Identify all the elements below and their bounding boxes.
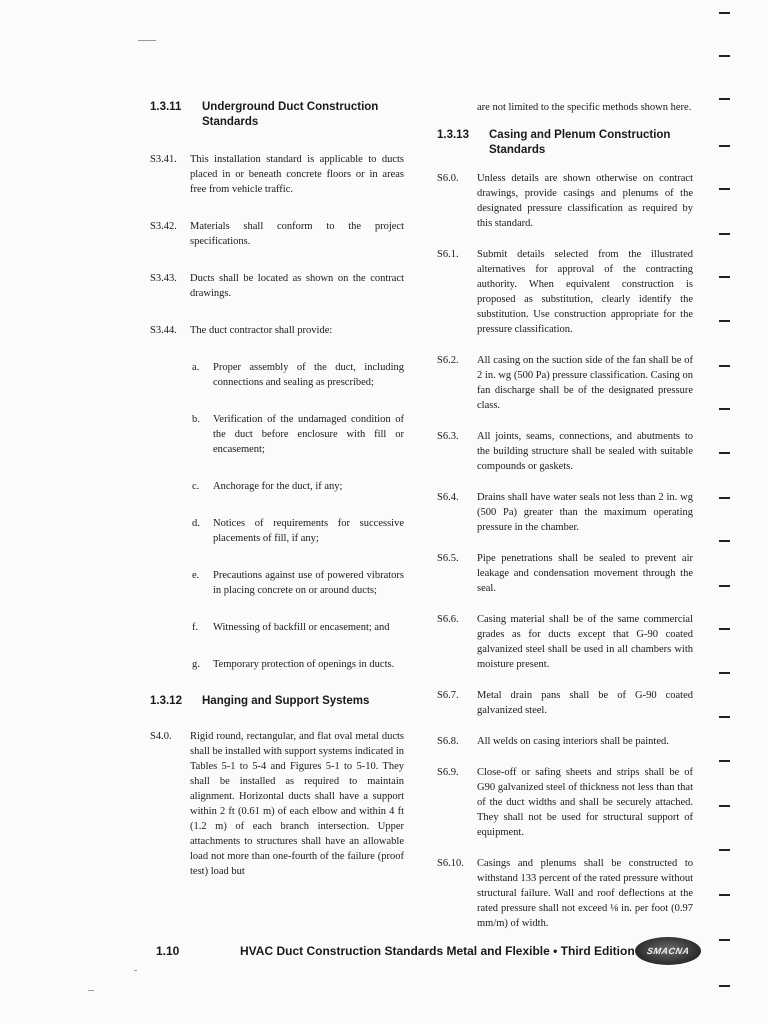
paragraph-text: Close-off or safing sheets and strips shall be of G90 galvanized steel of thickness not less than that of the duct widths and shall be securely attached. They shall not be used for structural support of equipment.: [477, 767, 693, 838]
section-title: Underground Duct Construction Standards: [202, 101, 379, 128]
list-item-text: Notices of requirements for successive placements of fill, if any;: [213, 518, 404, 544]
paragraph-number: S6.9.: [437, 767, 459, 778]
paragraph-text: Pipe penetrations shall be sealed to prevent air leakage and condensation movement through the seal.: [477, 553, 693, 594]
margin-mark: [719, 894, 730, 896]
paragraph-text: Metal drain pans shall be of G-90 coated galvanized steel.: [477, 690, 693, 716]
paragraph-number: S3.42.: [150, 221, 177, 232]
list-item-label: g.: [192, 659, 200, 670]
list-item-label: c.: [192, 481, 200, 492]
paragraph-text: The duct contractor shall provide:: [190, 325, 333, 336]
paragraph-s3-43: [150, 271, 404, 301]
scan-speck: [138, 40, 156, 41]
margin-mark: [719, 628, 730, 630]
list-item-text: Proper assembly of the duct, including connections and sealing as prescribed;: [213, 362, 404, 388]
right-column: [437, 100, 693, 931]
margin-mark: [719, 585, 730, 587]
continued-text: are not limited to the specific methods shown here.: [477, 102, 692, 113]
list-item-label: e.: [192, 570, 200, 581]
paragraph-number: S6.3.: [437, 431, 459, 442]
footer-title: HVAC Duct Construction Standards Metal and Flexible • Third Edition: [240, 944, 635, 958]
paragraph-s6-9: [437, 765, 693, 840]
left-column: [150, 100, 404, 879]
paragraph-number: S6.5.: [437, 553, 459, 564]
paragraph-number: S6.7.: [437, 690, 459, 701]
paragraph-text: Casing material shall be of the same commercial grades as for ducts except that G-90 coated galvanized steel shall be used in all chambers with moisture present.: [477, 614, 693, 670]
margin-mark: [719, 145, 730, 147]
list-item: [192, 516, 404, 546]
smacna-logo: [635, 937, 701, 965]
list-item: [192, 657, 404, 672]
list-item: [192, 479, 404, 494]
paragraph-text: Rigid round, rectangular, and flat oval metal ducts shall be installed with support systems indicated in Tables 5-1 to 5-4 and Figures 5-1 to 5-10. They shall be installed as required to maintain alignment. Horizontal ducts shall have a support within 2 ft (0.61 m) of each elbow and within 4 ft (1.2 m) of each branch intersection. Upper attachments to structures shall have an allowable load not more than one-fourth of the failure (proof test) load but: [190, 731, 404, 877]
paragraph-s3-41: [150, 152, 404, 197]
paragraph-text: Unless details are shown otherwise on contract drawings, provide casings and plenums of the designated pressure classification as required by this standard.: [477, 173, 693, 229]
paragraph-number: S3.43.: [150, 273, 177, 284]
paragraph-s6-5: [437, 551, 693, 596]
paragraph-text: Casings and plenums shall be constructed to withstand 133 percent of the rated pressure without structural failure. Wall and roof deflections at the rated pressure shall not exceed ⅛ in. per foot (0.97 mm/m) of width.: [477, 858, 693, 929]
page-footer: [156, 936, 701, 966]
list-item: [192, 412, 404, 457]
list-item-label: a.: [192, 362, 200, 373]
paragraph-s3-42: [150, 219, 404, 249]
section-heading-1-3-11: [150, 100, 404, 130]
list-item-label: d.: [192, 518, 200, 529]
paragraph-text: All joints, seams, connections, and abutments to the building structure shall be sealed with suitable compounds or gaskets.: [477, 431, 693, 472]
section-number: 1.3.13: [437, 129, 469, 141]
paragraph-text: Ducts shall be located as shown on the contract drawings.: [190, 273, 404, 299]
section-number: 1.3.12: [150, 695, 182, 707]
section-heading-1-3-12: [150, 694, 404, 709]
margin-mark: [719, 672, 730, 674]
paragraph-number: S6.1.: [437, 249, 459, 260]
list-item-text: Witnessing of backfill or encasement; and: [213, 622, 390, 633]
paragraph-s6-6: [437, 612, 693, 672]
paragraph-number: S3.41.: [150, 154, 177, 165]
margin-mark: [719, 497, 730, 499]
list-item: [192, 360, 404, 390]
paragraph-s6-3: [437, 429, 693, 474]
section-title: Casing and Plenum Construction Standards: [489, 129, 671, 156]
paragraph-number: S6.6.: [437, 614, 459, 625]
page-number: 1.10: [156, 944, 180, 958]
list-item-text: Precautions against use of powered vibrators in placing concrete on or around ducts;: [213, 570, 404, 596]
paragraph-number: S6.0.: [437, 173, 459, 184]
section-number: 1.3.11: [150, 101, 182, 113]
paragraph-number: S6.10.: [437, 858, 464, 869]
paragraph-s6-10: [437, 856, 693, 931]
margin-mark: [719, 365, 730, 367]
margin-mark: [719, 760, 730, 762]
paragraph-text: This installation standard is applicable to ducts placed in or beneath concrete floors or in areas free from vehicle traffic.: [190, 154, 404, 195]
list-item-text: Temporary protection of openings in ducts.: [213, 659, 395, 670]
paragraph-s3-44: [150, 323, 404, 338]
paragraph-s6-4: [437, 490, 693, 535]
margin-mark: [719, 408, 730, 410]
section-heading-1-3-13: [437, 128, 693, 158]
paragraph-text: All welds on casing interiors shall be painted.: [477, 736, 669, 747]
section-title: Hanging and Support Systems: [202, 695, 370, 707]
paragraph-s4-0: [150, 729, 404, 879]
paragraph-s6-8: [437, 734, 693, 749]
margin-mark: [719, 320, 730, 322]
paragraph-number: S4.0.: [150, 731, 172, 742]
margin-mark: [719, 985, 730, 987]
margin-mark: [719, 805, 730, 807]
margin-mark: [719, 939, 730, 941]
paragraph-s6-0: [437, 171, 693, 231]
list-item-text: Verification of the undamaged condition of the duct before enclosure with fill or encasement;: [213, 414, 404, 455]
list-item-text: Anchorage for the duct, if any;: [213, 481, 343, 492]
margin-mark: [719, 55, 730, 57]
list-item-label: f.: [192, 622, 199, 633]
margin-mark: [719, 233, 730, 235]
logo-text: SMACNA: [645, 946, 691, 956]
paragraph-text: Materials shall conform to the project specifications.: [190, 221, 404, 247]
margin-mark: [719, 188, 730, 190]
paragraph-s6-1: [437, 247, 693, 337]
paragraph-number: S6.8.: [437, 736, 459, 747]
scan-speck: [88, 990, 94, 991]
paragraph-s6-2: [437, 353, 693, 413]
margin-mark: [719, 849, 730, 851]
margin-mark: [719, 452, 730, 454]
margin-mark: [719, 716, 730, 718]
scan-speck: [134, 970, 137, 971]
paragraph-text: All casing on the suction side of the fan shall be of 2 in. wg (500 Pa) pressure classification. Casing on fan discharge shall be of the designated pressure class.: [477, 355, 693, 411]
paragraph-number: S3.44.: [150, 325, 177, 336]
list-item-label: b.: [192, 414, 200, 425]
paragraph-text: Drains shall have water seals not less than 2 in. wg (500 Pa) greater than the maximum operating pressure in the chamber.: [477, 492, 693, 533]
paragraph-number: S6.2.: [437, 355, 459, 366]
margin-mark: [719, 98, 730, 100]
margin-mark: [719, 276, 730, 278]
list-item: [192, 620, 404, 635]
margin-mark: [719, 12, 730, 14]
paragraph-number: S6.4.: [437, 492, 459, 503]
paragraph-s6-7: [437, 688, 693, 718]
margin-mark: [719, 540, 730, 542]
paragraph-text: Submit details selected from the illustrated alternatives for approval of the contracting authority. When equivalent construction is proposed as substitution, clearly identify the substitution. Use construction appropriate for the pressure classification.: [477, 249, 693, 335]
list-item: [192, 568, 404, 598]
